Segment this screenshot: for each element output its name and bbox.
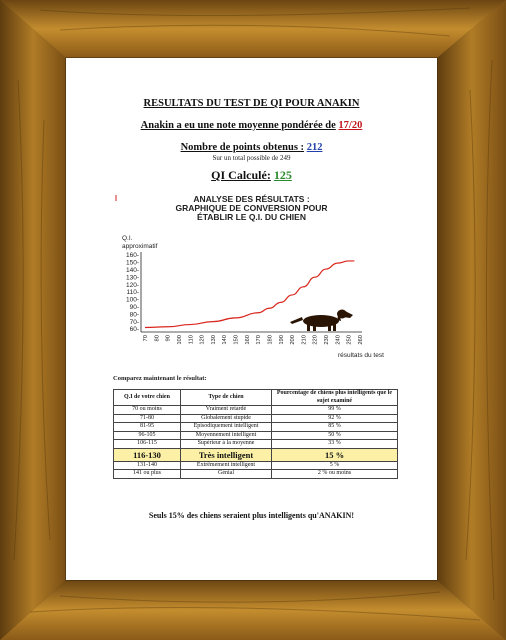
cell-qi: 131-140 bbox=[114, 461, 181, 470]
table-row bbox=[114, 470, 398, 479]
header-type: Type de chien bbox=[181, 390, 272, 406]
y-tick-label: 140- bbox=[125, 267, 139, 274]
x-tick-label: 80 bbox=[154, 335, 161, 342]
x-tick-label: 120 bbox=[199, 335, 206, 345]
chart-title-line3: ÉTABLIR LE Q.I. DU CHIEN bbox=[197, 212, 306, 222]
x-tick-label: 150 bbox=[233, 335, 240, 345]
points-note: Sur un total possible de 249 bbox=[212, 154, 291, 162]
cell-percentage: 33 % bbox=[272, 440, 398, 449]
cell-type: Très intelligent bbox=[181, 448, 272, 461]
x-tick-label: 90 bbox=[165, 335, 172, 342]
header-qi: Q.I de votre chien bbox=[114, 390, 181, 406]
points-value: 212 bbox=[306, 142, 323, 153]
y-tick-label: 90- bbox=[129, 304, 139, 311]
cell-qi: 96-105 bbox=[114, 431, 181, 440]
average-score-label: Anakin a eu une note moyenne pondérée de bbox=[140, 120, 336, 131]
cell-type: Episodiquement intelligent bbox=[181, 423, 272, 432]
header-percentage: Pourcentage de chiens plus intelligents que le sujet examiné bbox=[272, 390, 398, 406]
table-row bbox=[114, 461, 398, 470]
cell-type: Globalement stupide bbox=[181, 414, 272, 423]
x-tick-label: 200 bbox=[290, 335, 297, 345]
x-tick-label: 190 bbox=[278, 335, 285, 345]
x-tick-label: 180 bbox=[267, 335, 274, 345]
y-tick-label: 110- bbox=[126, 289, 139, 297]
table-row bbox=[114, 423, 398, 432]
cell-percentage: 92 % bbox=[272, 414, 398, 423]
x-tick-label: 140 bbox=[222, 335, 229, 345]
cell-qi: 81-95 bbox=[114, 423, 181, 432]
x-tick-label: 130 bbox=[210, 335, 217, 345]
y-tick-label: 60- bbox=[129, 326, 139, 334]
conversion-chart bbox=[66, 58, 437, 378]
table-row bbox=[114, 406, 398, 415]
qi-label: QI Calculé: bbox=[211, 168, 271, 182]
table-row-highlighted bbox=[114, 448, 398, 461]
cell-type: Vraiment retardé bbox=[181, 406, 272, 415]
chart-title-line1: ANALYSE DES RÉSULTATS : bbox=[193, 194, 310, 204]
dachshund-icon bbox=[290, 310, 353, 332]
cell-type: Génial bbox=[181, 470, 272, 479]
cell-type: Supérieur à la moyenne bbox=[181, 440, 272, 449]
cell-percentage: 2 % ou moins bbox=[272, 470, 398, 479]
cell-percentage: 5 % bbox=[272, 461, 398, 470]
y-tick-label: 80- bbox=[129, 311, 139, 319]
y-tick-label: 160- bbox=[125, 252, 139, 260]
y-axis-label-line2: approximatif bbox=[122, 243, 158, 250]
y-tick-label: 120- bbox=[125, 281, 139, 289]
cell-type: Extrêmement intelligent bbox=[181, 461, 272, 470]
x-tick-label: 110 bbox=[188, 335, 195, 345]
table-row bbox=[114, 431, 398, 440]
qi-value: 125 bbox=[273, 168, 292, 182]
compare-text: Comparez maintenant le résultat: bbox=[113, 375, 207, 382]
x-tick-label: 160 bbox=[244, 335, 251, 345]
qi-table bbox=[113, 389, 398, 479]
x-tick-label: 250 bbox=[346, 335, 353, 345]
page-title: RESULTATS DU TEST DE QI POUR ANAKIN bbox=[143, 98, 360, 109]
y-tick-label: 150- bbox=[125, 259, 139, 267]
cell-percentage: 85 % bbox=[272, 423, 398, 432]
table-header-row bbox=[114, 390, 398, 406]
x-tick-label: 230 bbox=[324, 335, 331, 345]
cell-qi: 70 ou moins bbox=[114, 406, 181, 415]
average-score-value: 17/20 bbox=[338, 120, 363, 131]
x-tick-label: 100 bbox=[176, 335, 183, 345]
x-tick-label: 210 bbox=[301, 335, 308, 345]
cell-percentage: 99 % bbox=[272, 406, 398, 415]
x-tick-label: 240 bbox=[335, 335, 342, 345]
cell-qi: 141 ou plus bbox=[114, 470, 181, 479]
footer-conclusion: Seuls 15% des chiens seraient plus intelligents qu'ANAKIN! bbox=[148, 511, 355, 520]
cell-qi: 71-80 bbox=[114, 414, 181, 423]
y-tick-label: 130- bbox=[125, 274, 139, 282]
certificate-page bbox=[66, 58, 437, 580]
x-tick-label: 170 bbox=[256, 335, 263, 345]
cell-qi: 116-130 bbox=[114, 448, 181, 461]
cell-qi: 106-115 bbox=[114, 440, 181, 449]
x-tick-label: 220 bbox=[312, 335, 319, 345]
y-axis-label-line1: Q.I. bbox=[122, 235, 133, 242]
x-axis-label: résultats du test bbox=[338, 352, 384, 359]
table-row bbox=[114, 414, 398, 423]
x-tick-label: 70 bbox=[143, 335, 149, 342]
y-tick-label: 100- bbox=[125, 296, 139, 304]
points-label: Nombre de points obtenus : bbox=[180, 142, 305, 153]
chart-title-line2: GRAPHIQUE DE CONVERSION POUR bbox=[175, 203, 328, 213]
cell-percentage: 15 % bbox=[272, 448, 398, 461]
cell-percentage: 50 % bbox=[272, 431, 398, 440]
x-tick-label: 260 bbox=[358, 335, 364, 345]
cell-type: Moyennement intelligent bbox=[181, 431, 272, 440]
table-row bbox=[114, 440, 398, 449]
y-tick-label: 70- bbox=[129, 318, 139, 326]
